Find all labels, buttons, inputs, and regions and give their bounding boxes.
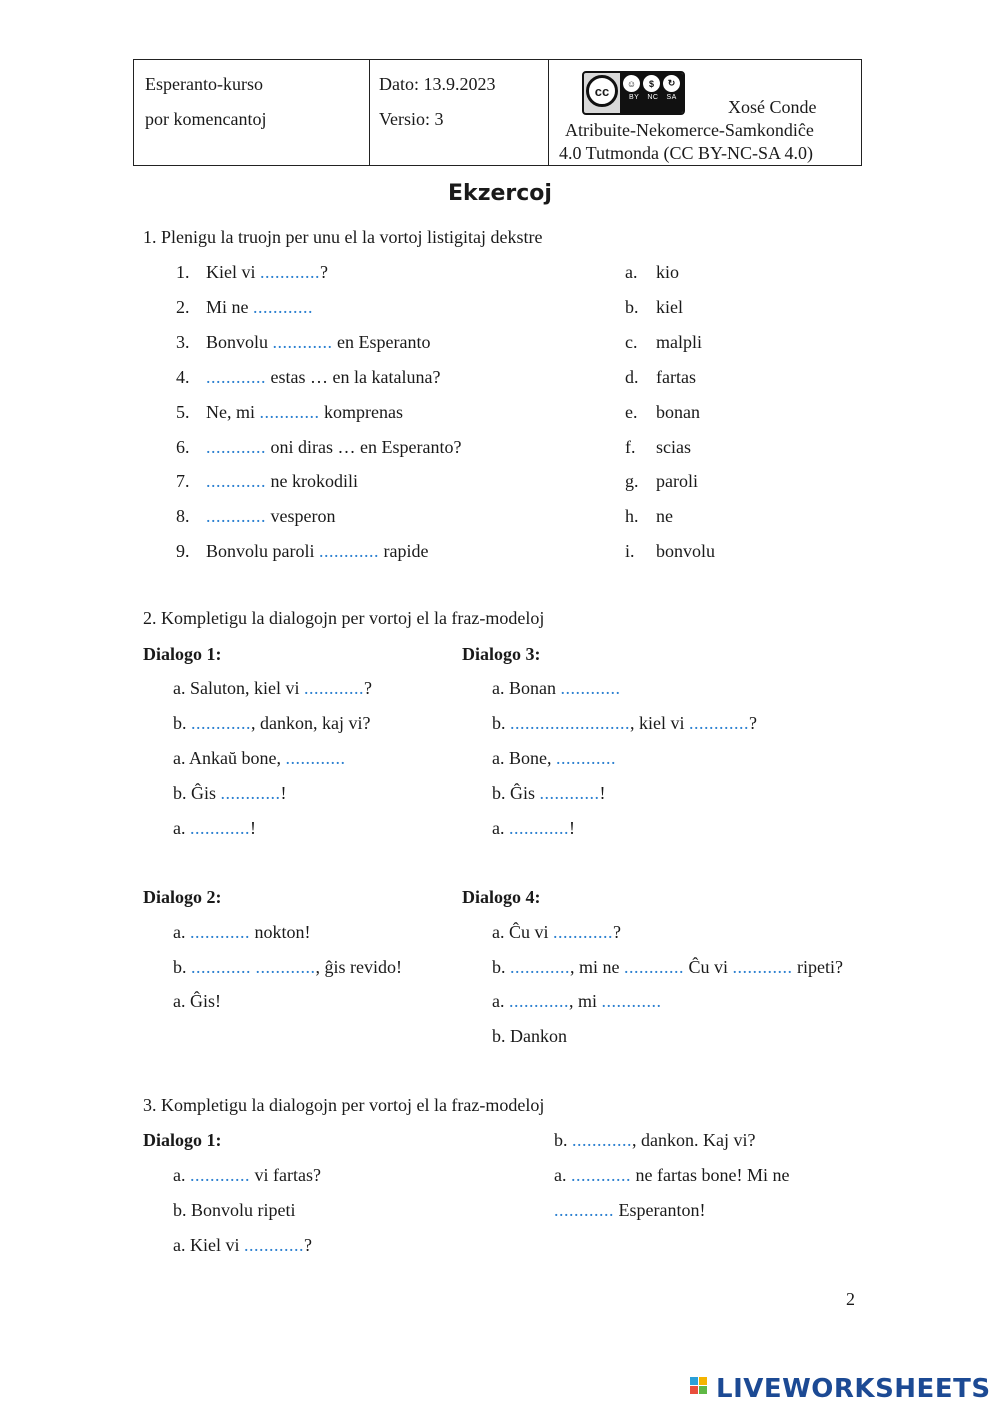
dialog-2-line: b. ............ ............, ĝis revido! — [173, 957, 402, 977]
fill-blank[interactable]: ............ — [319, 541, 379, 562]
header-divider — [548, 60, 549, 165]
dialog-1-title: Dialogo 1: — [143, 644, 222, 664]
dialog-1-line: a. ............! — [173, 818, 256, 838]
fill-blank[interactable]: ............ — [601, 991, 662, 1011]
course-name: Esperanto-kurso — [145, 74, 263, 94]
exercise-2-instruction: 2. Kompletigu la dialogojn per vortoj el la fraz-modeloj — [143, 608, 545, 628]
fill-blank[interactable]: ............ — [509, 991, 569, 1011]
header-divider — [369, 60, 370, 165]
exercise-1-item: Bonvolu ............ en Esperanto — [206, 331, 431, 352]
fill-blank[interactable]: ............ — [272, 331, 333, 352]
fill-blank[interactable]: ............ — [260, 262, 320, 282]
ex3-dialog-line: b. Bonvolu ripeti — [173, 1200, 296, 1220]
fill-blank[interactable]: ............ — [285, 748, 346, 768]
fill-blank[interactable]: ............ — [510, 957, 570, 977]
option-word: bonan — [656, 401, 700, 422]
fill-blank[interactable]: ............ — [555, 748, 616, 768]
option-word: scias — [656, 436, 691, 457]
option-letter: h. — [625, 506, 639, 527]
exercise-1-item-number: 6. — [176, 436, 190, 457]
fill-blank[interactable]: ............ — [572, 1130, 632, 1150]
option-word: malpli — [656, 331, 702, 352]
fill-blank[interactable]: ............ — [571, 1165, 631, 1185]
exercise-1-instruction: 1. Plenigu la truojn per unu el la vortoj listigitaj dekstre — [143, 227, 543, 247]
cc-nc-label: NC — [647, 94, 659, 101]
license-line-2: 4.0 Tutmonda (CC BY-NC-SA 4.0) — [559, 143, 814, 163]
fill-blank[interactable]: ............ — [190, 818, 250, 838]
cc-sa-label: SA — [666, 94, 677, 101]
dialog-1-line: b. ............, dankon, kaj vi? — [173, 713, 371, 733]
exercise-1-item: ............ oni diras … en Esperanto? — [206, 436, 462, 457]
dialog-4-line: a. Ĉu vi ............? — [492, 922, 621, 942]
option-letter: b. — [625, 296, 639, 317]
option-letter: i. — [625, 541, 635, 562]
cc-by-label: BY — [629, 94, 640, 101]
fill-blank[interactable]: ............ — [560, 678, 621, 698]
version-label: Versio: 3 — [379, 109, 444, 129]
liveworksheets-logo-icon — [690, 1377, 712, 1401]
exercise-1-item-number: 3. — [176, 331, 190, 352]
option-letter: d. — [625, 366, 639, 387]
fill-blank[interactable]: ............ — [689, 713, 749, 733]
exercise-1-item: ............ ne krokodili — [206, 471, 358, 492]
fill-blank[interactable]: ............ — [191, 713, 251, 733]
ex3-dialog-line: a. ............ vi fartas? — [173, 1165, 321, 1185]
fill-blank[interactable]: ............ — [206, 366, 266, 387]
cc-icon: cc — [586, 75, 618, 107]
fill-blank[interactable]: ........................ — [510, 713, 630, 733]
dialog-4-line: b. Dankon — [492, 1026, 567, 1046]
cc-license-badge — [582, 71, 685, 115]
option-letter: g. — [625, 471, 639, 492]
fill-blank[interactable]: ............ — [554, 1200, 614, 1220]
dialog-4-line: a. ............, mi ............ — [492, 991, 662, 1011]
exercise-1-item-number: 2. — [176, 296, 190, 317]
liveworksheets-wordmark: LIVEWORKSHEETS — [716, 1374, 991, 1404]
fill-blank[interactable]: ............ — [206, 506, 266, 527]
fill-blank[interactable]: ............ — [539, 783, 600, 803]
option-word: fartas — [656, 366, 696, 387]
fill-blank[interactable]: ............ — [190, 1165, 250, 1185]
share-alike-icon: ↻ — [663, 75, 680, 92]
page-number: 2 — [846, 1289, 855, 1309]
fill-blank[interactable]: ............ — [243, 1235, 304, 1255]
dialog-4-title: Dialogo 4: — [462, 887, 541, 907]
fill-blank[interactable]: ............ — [624, 957, 684, 977]
option-letter: a. — [625, 262, 638, 282]
author-name: Xosé Conde — [728, 97, 817, 117]
exercise-1-item: Mi ne ............ — [206, 296, 313, 317]
exercise-1-item: Bonvolu paroli ............ rapide — [206, 541, 429, 562]
exercise-1-item-number: 1. — [176, 262, 190, 282]
ex3-dialog-1-title: Dialogo 1: — [143, 1130, 222, 1150]
option-letter: f. — [625, 436, 636, 457]
fill-blank[interactable]: ............ — [553, 922, 613, 942]
option-word: kiel — [656, 296, 683, 317]
option-word: kio — [656, 262, 680, 282]
exercise-1-item-number: 8. — [176, 506, 190, 527]
option-word: bonvolu — [656, 541, 716, 562]
option-word: paroli — [656, 471, 698, 492]
dialog-1-line: a. Saluton, kiel vi ............? — [173, 678, 372, 698]
dialog-3-line: b. Ĝis ............! — [492, 783, 606, 803]
exercise-1-item-number: 4. — [176, 366, 190, 387]
exercise-1-item: Kiel vi ............? — [206, 262, 328, 282]
date-label: Dato: 13.9.2023 — [379, 74, 496, 94]
exercise-1-item-number: 5. — [176, 401, 190, 422]
dialog-1-line: a. Ankaŭ bone, ............ — [173, 748, 346, 768]
dialog-3-line: a. Bone, ............ — [492, 748, 616, 768]
dialog-3-line: b. ........................, kiel vi ............? — [492, 713, 757, 733]
person-icon: ☺ — [623, 75, 640, 92]
fill-blank[interactable]: ............ — [509, 818, 569, 838]
fill-blank[interactable]: ............ — [253, 296, 313, 317]
exercise-1-item-number: 7. — [176, 471, 190, 492]
course-level: por komencantoj — [145, 109, 267, 129]
no-money-icon: $ — [643, 75, 660, 92]
ex3-dialog-line: a. ............ ne fartas bone! Mi ne — [554, 1165, 790, 1185]
ex3-dialog-line: b. ............, dankon. Kaj vi? — [554, 1130, 756, 1150]
fill-blank[interactable]: ............ — [303, 678, 364, 698]
exercise-1-item: Ne, mi ............ komprenas — [206, 401, 403, 422]
fill-blank[interactable]: ............ — [732, 957, 793, 977]
dialog-3-line: a. Bonan ............ — [492, 678, 621, 698]
dialog-1-line: b. Ĝis ............! — [173, 783, 287, 803]
dialog-2-line: a. Ĝis! — [173, 991, 221, 1011]
dialog-2-line: a. ............ nokton! — [173, 922, 311, 942]
fill-blank[interactable]: ............ — [255, 957, 316, 977]
dialog-2-title: Dialogo 2: — [143, 887, 222, 907]
fill-blank[interactable]: ............ — [206, 436, 266, 457]
fill-blank[interactable]: ............ — [190, 922, 250, 942]
ex3-dialog-line: ............ Esperanton! — [554, 1200, 706, 1220]
exercise-3-instruction: 3. Kompletigu la dialogojn per vortoj el la fraz-modeloj — [143, 1095, 545, 1115]
fill-blank[interactable]: ............ — [259, 401, 320, 422]
liveworksheets-logo — [690, 1375, 991, 1403]
exercise-1-item: ............ vesperon — [206, 506, 336, 527]
header-table — [133, 59, 862, 166]
fill-blank[interactable]: ............ — [220, 783, 281, 803]
dialog-3-line: a. ............! — [492, 818, 575, 838]
dialog-3-title: Dialogo 3: — [462, 644, 541, 664]
fill-blank[interactable]: ............ — [191, 957, 251, 977]
exercise-1-item: ............ estas … en la kataluna? — [206, 366, 441, 387]
ex3-dialog-line: a. Kiel vi ............? — [173, 1235, 312, 1255]
license-line-1: Atribuite-Nekomerce-Samkondiĉe — [565, 120, 814, 140]
option-letter: e. — [625, 401, 638, 422]
option-word: ne — [656, 506, 673, 527]
page-title: Ekzercoj — [448, 181, 552, 206]
option-letter: c. — [625, 331, 638, 352]
dialog-4-line: b. ............, mi ne ............ Ĉu vi ............ ripeti? — [492, 957, 843, 977]
exercise-1-item-number: 9. — [176, 541, 190, 562]
fill-blank[interactable]: ............ — [206, 471, 266, 492]
